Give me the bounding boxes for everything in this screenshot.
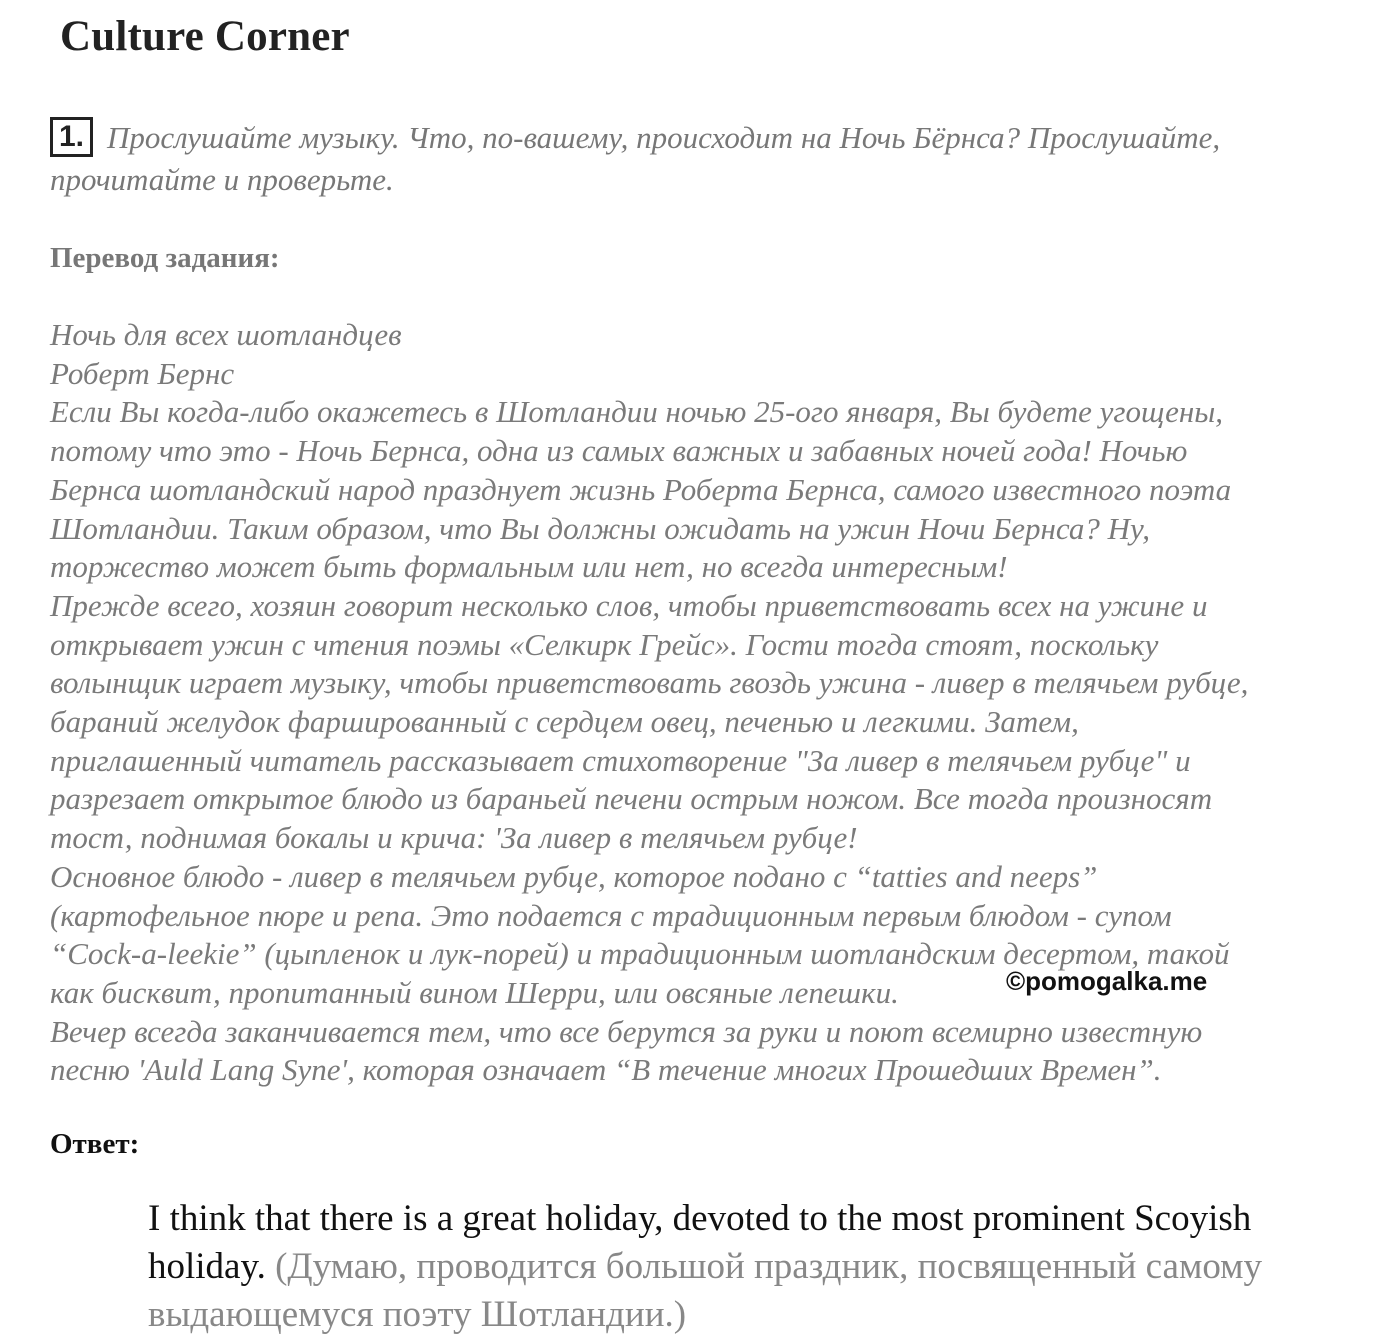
task-number-badge: 1. [50,117,93,157]
translation-line: волынщик играет музыку, чтобы приветствовать гвоздь ужина - ливер в телячьем рубце, [50,665,1249,701]
translation-line: Вечер всегда заканчивается тем, что все берутся за руки и поют всемирно известную [50,1013,1203,1049]
translation-line: (картофельное пюре и репа. Это подается с традиционным первым блюдом - супом [50,897,1172,933]
page-title: Culture Corner [60,13,350,60]
translation-line: Прежде всего, хозяин говорит несколько слов, чтобы приветствовать всех на ужине и [50,587,1208,623]
translation-line: торжество может быть формальным или нет, но всегда интересным! [50,549,1008,585]
translation-line: тост, поднимая бокалы и крича: 'За ливер в телячьем рубце! [50,820,858,856]
translation-line: как бисквит, пропитанный вином Шерри, или овсяные лепешки. [50,974,899,1010]
translation-line: Если Вы когда-либо окажетесь в Шотландии ночью 25-ого января, Вы будете угощены, [50,394,1224,430]
translation-line: Ночь для всех шотландцев [50,317,402,352]
translation-line: приглашенный читатель рассказывает стихотворение "За ливер в телячьем рубце" и [50,742,1191,778]
translation-line: Роберт Бернс [50,355,235,391]
translation-line: Бернса шотландский народ празднует жизнь Роберта Бернса, самого известного поэта [50,471,1232,507]
watermark: ©pomogalka.me [1006,966,1208,996]
translation-line: разрезает открытое блюдо из бараньей печени острым ножом. Все тогда произносят [50,781,1213,817]
translation-line: Шотландии. Таким образом, что Вы должны ожидать на ужин Ночи Бернса? Ну, [50,510,1150,546]
translation-line: Основное блюдо - ливер в телячьем рубце, которое подано с “tatties and neeps” [50,858,1098,894]
translation-label: Перевод задания: [50,242,280,274]
task-instruction [50,117,1360,201]
answer-text [148,1195,1378,1339]
answer-english: I think that there is a great holiday, devoted to the most prominent Scoyish holiday. [148,1198,1252,1287]
translation-line: открывает ужин с чтения поэмы «Селкирк Грейс». Гости тогда стоят, поскольку [50,626,1159,662]
translation-line: бараний желудок фаршированный с сердцем овец, печенью и легкими. Затем, [50,704,1079,740]
answer-russian: (Думаю, проводится большой праздник, посвященный самому выдающемуся поэту Шотландии.) [148,1246,1263,1335]
translation-line: песню 'Auld Lang Syne', которая означает “В течение многих Прошедших Времен”. [50,1052,1162,1088]
translation-line: “Cock-a-leekie” (цыпленок и лук-порей) и традиционным шотландским десертом, такой [50,936,1230,972]
translation-line: потому что это - Ночь Бернса, одна из самых важных и забавных ночей года! Ночью [50,433,1188,469]
answer-label: Ответ: [50,1128,140,1160]
task-text: Прослушайте музыку. Что, по-вашему, происходит на Ночь Бёрнса? Прослушайте, прочитайте и проверьте. [50,120,1221,197]
